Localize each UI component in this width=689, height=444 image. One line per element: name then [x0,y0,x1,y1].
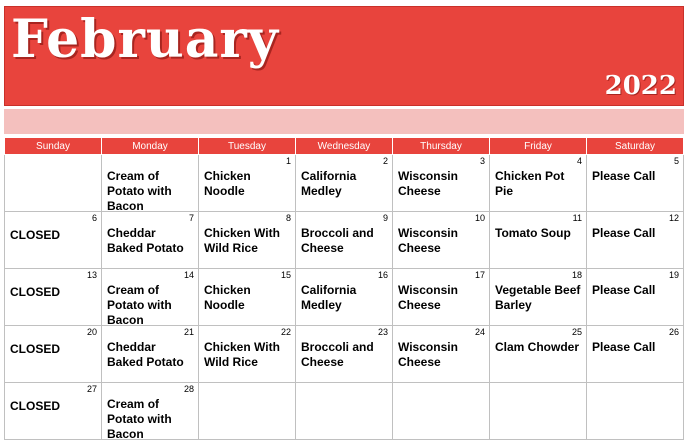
day-number: 7 [188,213,194,223]
day-number: 15 [280,270,291,280]
day-number: 2 [382,156,388,166]
day-number: 5 [673,156,679,166]
calendar-day-cell [296,155,393,212]
day-number: 1 [285,156,291,166]
soup-of-the-day: Chicken Noodle [204,283,251,312]
day-number: 8 [285,213,291,223]
soup-of-the-day: Wisconsin Cheese [398,283,458,312]
soup-of-the-day: Please Call [592,169,656,183]
calendar-day-cell [296,383,393,440]
day-number: 25 [571,327,582,337]
day-number: 22 [280,327,291,337]
soup-of-the-day: Chicken Noodle [204,169,251,198]
day-number: 23 [377,327,388,337]
day-number: 24 [474,327,485,337]
day-number: 28 [183,384,194,394]
calendar-day-cell [199,155,296,212]
soup-of-the-day: Clam Chowder [495,340,580,354]
day-number: 3 [479,156,485,166]
calendar-grid [4,137,684,440]
calendar-header [4,6,684,106]
soup-of-the-day: Cream of Potato with Bacon [107,283,172,327]
soup-of-the-day: California Medley [301,169,357,198]
soup-of-the-day: Chicken Pot Pie [495,169,565,198]
day-number: 13 [86,270,97,280]
calendar-day-cell [199,212,296,269]
calendar-day-cell [393,326,490,383]
calendar-day-cell [490,269,587,326]
calendar-day-cell [587,212,684,269]
calendar-day-cell [102,326,199,383]
soup-of-the-day: CLOSED [10,342,61,356]
soup-of-the-day: CLOSED [10,285,61,299]
calendar-week-row [5,383,684,440]
calendar-day-cell [393,269,490,326]
soup-of-the-day: Wisconsin Cheese [398,226,458,255]
soup-of-the-day: Please Call [592,340,656,354]
calendar-day-cell [587,269,684,326]
soup-of-the-day: Cream of Potato with Bacon [107,397,172,441]
calendar-week-row [5,212,684,269]
calendar-day-cell [393,155,490,212]
calendar-day-cell [5,155,102,212]
day-number: 4 [576,156,582,166]
day-number: 19 [668,270,679,280]
calendar-day-cell [102,383,199,440]
soup-of-the-day: CLOSED [10,228,61,242]
calendar-day-cell [296,212,393,269]
calendar-day-cell [102,155,199,212]
day-number: 10 [474,213,485,223]
calendar-day-cell [5,212,102,269]
calendar-day-cell [199,269,296,326]
calendar-day-cell [5,383,102,440]
soup-of-the-day: Chicken With Wild Rice [204,340,280,369]
calendar-day-cell [490,326,587,383]
soup-of-the-day: Chicken With Wild Rice [204,226,280,255]
calendar-day-cell [5,326,102,383]
soup-of-the-day: Broccoli and Cheese [301,340,374,369]
soup-of-the-day: Wisconsin Cheese [398,169,458,198]
calendar-day-cell [199,383,296,440]
day-number: 18 [571,270,582,280]
calendar-day-cell [490,212,587,269]
day-number: 21 [183,327,194,337]
weekday-sunday: Sunday [5,138,102,155]
weekday-tuesday: Tuesday [199,138,296,155]
weekday-thursday: Thursday [393,138,490,155]
month-title: February [11,9,280,70]
day-number: 16 [377,270,388,280]
day-number: 6 [91,213,97,223]
header-band [4,109,684,134]
calendar-day-cell [5,269,102,326]
calendar-day-cell [102,269,199,326]
weekday-header-row [5,138,684,155]
day-number: 9 [382,213,388,223]
soup-of-the-day: Broccoli and Cheese [301,226,374,255]
calendar-day-cell [296,326,393,383]
soup-of-the-day: Please Call [592,226,656,240]
day-number: 26 [668,327,679,337]
day-number: 17 [474,270,485,280]
weekday-saturday: Saturday [587,138,684,155]
calendar-day-cell [587,155,684,212]
soup-of-the-day: Please Call [592,283,656,297]
soup-of-the-day: CLOSED [10,399,61,413]
calendar-day-cell [102,212,199,269]
calendar-day-cell [490,383,587,440]
calendar-day-cell [296,269,393,326]
year-title: 2022 [604,71,677,101]
soup-of-the-day: Cream of Potato with Bacon [107,169,172,213]
soup-of-the-day: California Medley [301,283,357,312]
soup-of-the-day: Cheddar Baked Potato [107,340,184,369]
calendar-day-cell [393,383,490,440]
soup-of-the-day: Wisconsin Cheese [398,340,458,369]
calendar-day-cell [490,155,587,212]
weekday-friday: Friday [490,138,587,155]
soup-of-the-day: Vegetable Beef Barley [495,283,581,312]
day-number: 20 [86,327,97,337]
calendar-week-row [5,326,684,383]
day-number: 12 [668,213,679,223]
weekday-monday: Monday [102,138,199,155]
day-number: 27 [86,384,97,394]
soup-of-the-day: Tomato Soup [495,226,571,240]
calendar-day-cell [587,383,684,440]
soup-of-the-day: Cheddar Baked Potato [107,226,184,255]
calendar-week-row [5,155,684,212]
day-number: 14 [183,270,194,280]
day-number: 11 [572,213,582,223]
calendar-day-cell [199,326,296,383]
calendar-day-cell [393,212,490,269]
weekday-wednesday: Wednesday [296,138,393,155]
calendar-day-cell [587,326,684,383]
calendar-week-row [5,269,684,326]
